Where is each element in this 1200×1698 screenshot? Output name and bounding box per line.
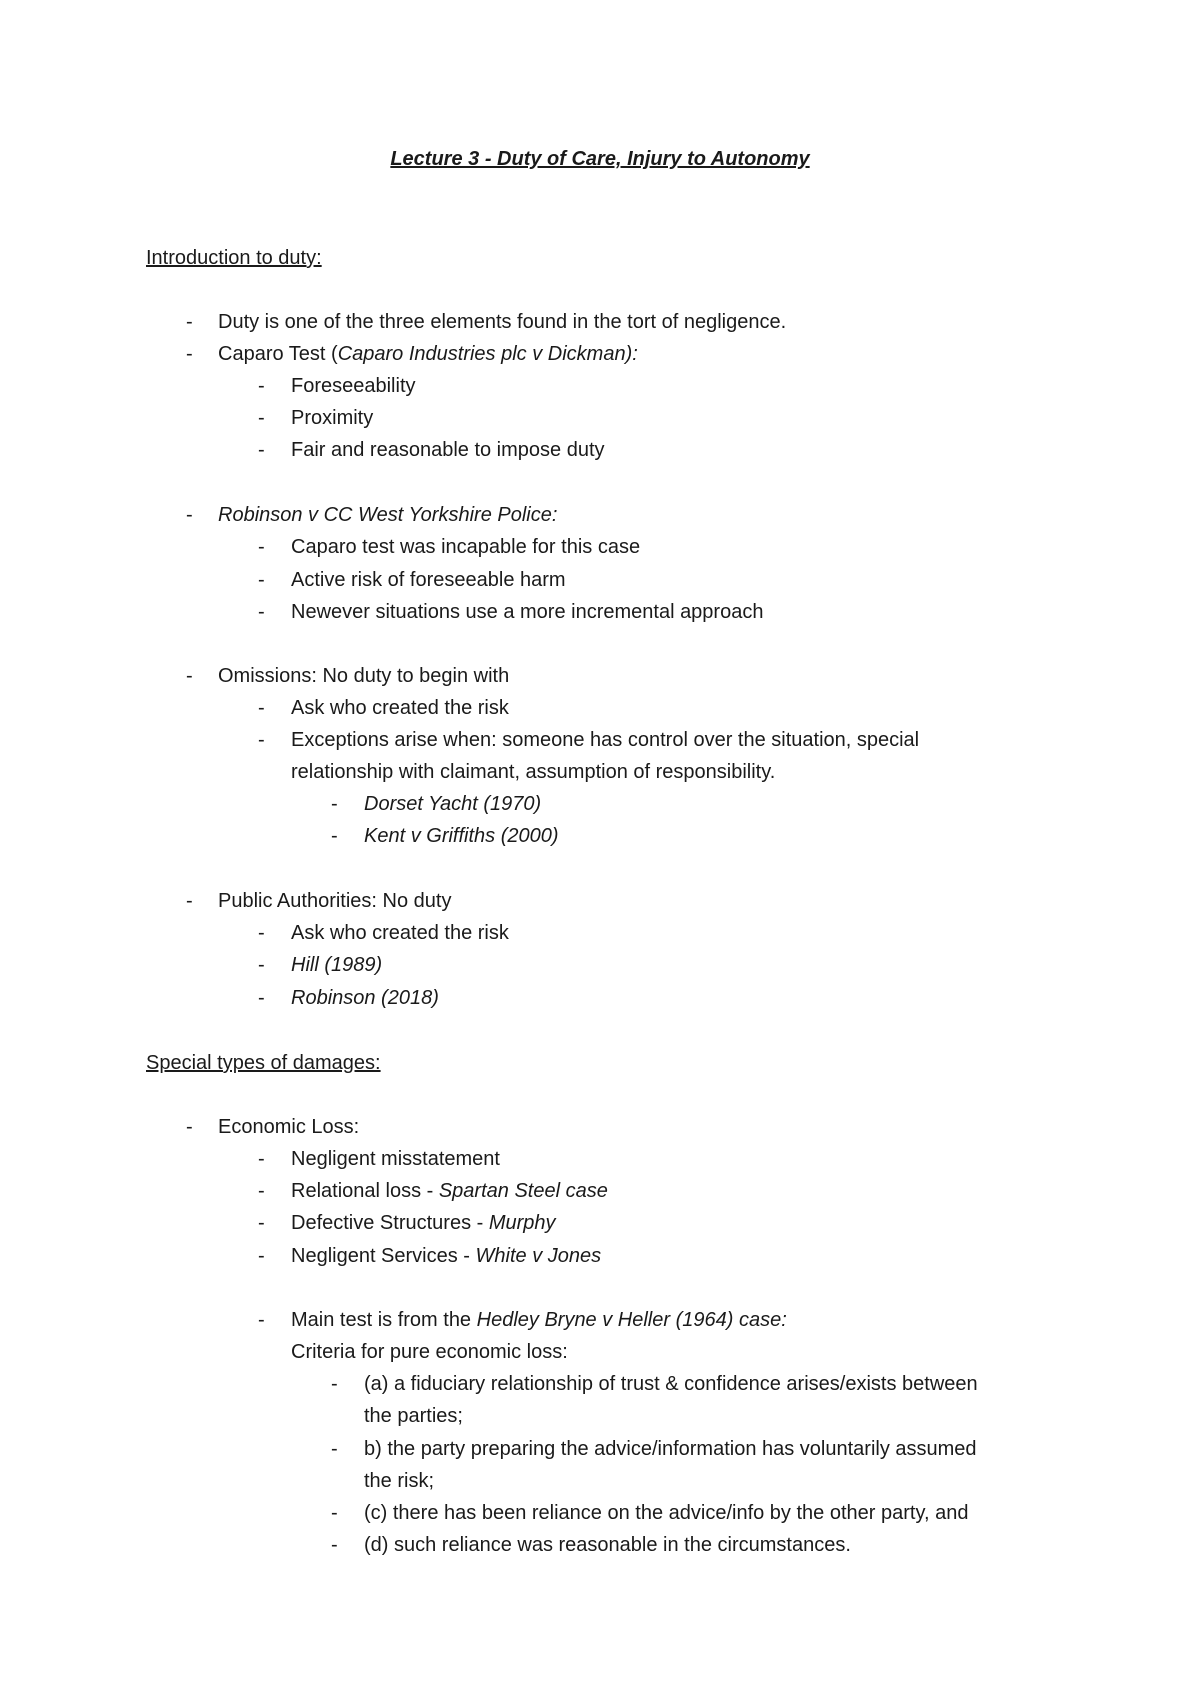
bullet-dash: -: [258, 439, 265, 461]
section-heading-intro: Introduction to duty:: [146, 247, 322, 269]
list-item: Exceptions arise when: someone has control over the situation, special: [291, 729, 920, 751]
bullet-dash: -: [331, 1373, 338, 1395]
case-citation: Murphy: [488, 1212, 556, 1234]
list-item-omissions: Omissions: No duty to begin with: [218, 665, 510, 687]
list-item: [291, 1178, 608, 1204]
bullet-dash: -: [186, 890, 193, 912]
criteria-item: (d) such reliance was reasonable in the circumstances.: [364, 1534, 851, 1556]
list-item: [291, 1243, 601, 1269]
bullet-dash: -: [258, 987, 265, 1009]
criteria-label: Criteria for pure economic loss:: [291, 1341, 568, 1363]
bullet-dash: -: [258, 697, 265, 719]
case-citation: White v Jones: [475, 1245, 602, 1267]
bullet-dash: -: [258, 1309, 265, 1331]
list-item-caparo: [218, 341, 638, 367]
bullet-dash: -: [331, 1438, 338, 1460]
bullet-dash: -: [258, 729, 265, 751]
list-item: Active risk of foreseeable harm: [291, 569, 566, 591]
list-item-economic: Economic Loss:: [218, 1116, 360, 1138]
case-citation: Robinson (2018): [291, 987, 439, 1009]
bullet-dash: -: [186, 343, 193, 365]
list-item-robinson: Robinson v CC West Yorkshire Police:: [218, 504, 558, 526]
case-citation: Dorset Yacht (1970): [364, 793, 542, 815]
bullet-dash: -: [186, 311, 193, 333]
list-item: Ask who created the risk: [291, 922, 509, 944]
list-item: [291, 1210, 556, 1236]
criteria-item: b) the party preparing the advice/information has voluntarily assumed: [364, 1438, 977, 1460]
criteria-item-continued: the parties;: [364, 1405, 463, 1427]
list-item: Duty is one of the three elements found in the tort of negligence.: [218, 311, 787, 333]
list-item: Fair and reasonable to impose duty: [291, 439, 605, 461]
caparo-prefix: Caparo Test (: [218, 343, 338, 365]
case-citation: Hill (1989): [291, 954, 383, 976]
bullet-dash: -: [331, 793, 338, 815]
list-item-public: Public Authorities: No duty: [218, 890, 452, 912]
bullet-dash: -: [258, 1212, 265, 1234]
bullet-dash: -: [331, 825, 338, 847]
criteria-item-continued: the risk;: [364, 1470, 435, 1492]
criteria-item: (a) a fiduciary relationship of trust & confidence arises/exists between: [364, 1373, 978, 1395]
item-text: Defective Structures -: [291, 1212, 489, 1234]
list-item: Caparo test was incapable for this case: [291, 536, 641, 558]
bullet-dash: -: [258, 922, 265, 944]
case-citation: Spartan Steel case: [438, 1180, 608, 1202]
bullet-dash: -: [258, 1245, 265, 1267]
criteria-item: (c) there has been reliance on the advice/info by the other party, and: [364, 1502, 969, 1524]
bullet-dash: -: [258, 1180, 265, 1202]
item-text: Main test is from the: [291, 1309, 477, 1331]
list-item: Proximity: [291, 407, 374, 429]
bullet-dash: -: [186, 665, 193, 687]
bullet-dash: -: [258, 407, 265, 429]
list-item: Ask who created the risk: [291, 697, 509, 719]
section-heading-damages: Special types of damages:: [146, 1052, 381, 1074]
item-text: Negligent Services -: [291, 1245, 476, 1267]
bullet-dash: -: [258, 1148, 265, 1170]
list-item: Negligent misstatement: [291, 1148, 500, 1170]
item-text: Relational loss -: [291, 1180, 439, 1202]
list-item: Newever situations use a more incremental approach: [291, 601, 764, 623]
bullet-dash: -: [331, 1534, 338, 1556]
list-item: Foreseeability: [291, 375, 416, 397]
list-item-continued: relationship with claimant, assumption of responsibility.: [291, 761, 776, 783]
case-citation: Kent v Griffiths (2000): [364, 825, 559, 847]
bullet-dash: -: [186, 504, 193, 526]
bullet-dash: -: [331, 1502, 338, 1524]
bullet-dash: -: [186, 1116, 193, 1138]
bullet-dash: -: [258, 954, 265, 976]
list-item-main-test: [291, 1307, 787, 1333]
page-title: Lecture 3 - Duty of Care, Injury to Autonomy: [390, 148, 810, 170]
bullet-dash: -: [258, 536, 265, 558]
bullet-dash: -: [258, 601, 265, 623]
bullet-dash: -: [258, 569, 265, 591]
caparo-case: Caparo Industries plc v Dickman):: [337, 343, 638, 365]
case-citation: Hedley Bryne v Heller (1964) case:: [476, 1309, 787, 1331]
bullet-dash: -: [258, 375, 265, 397]
